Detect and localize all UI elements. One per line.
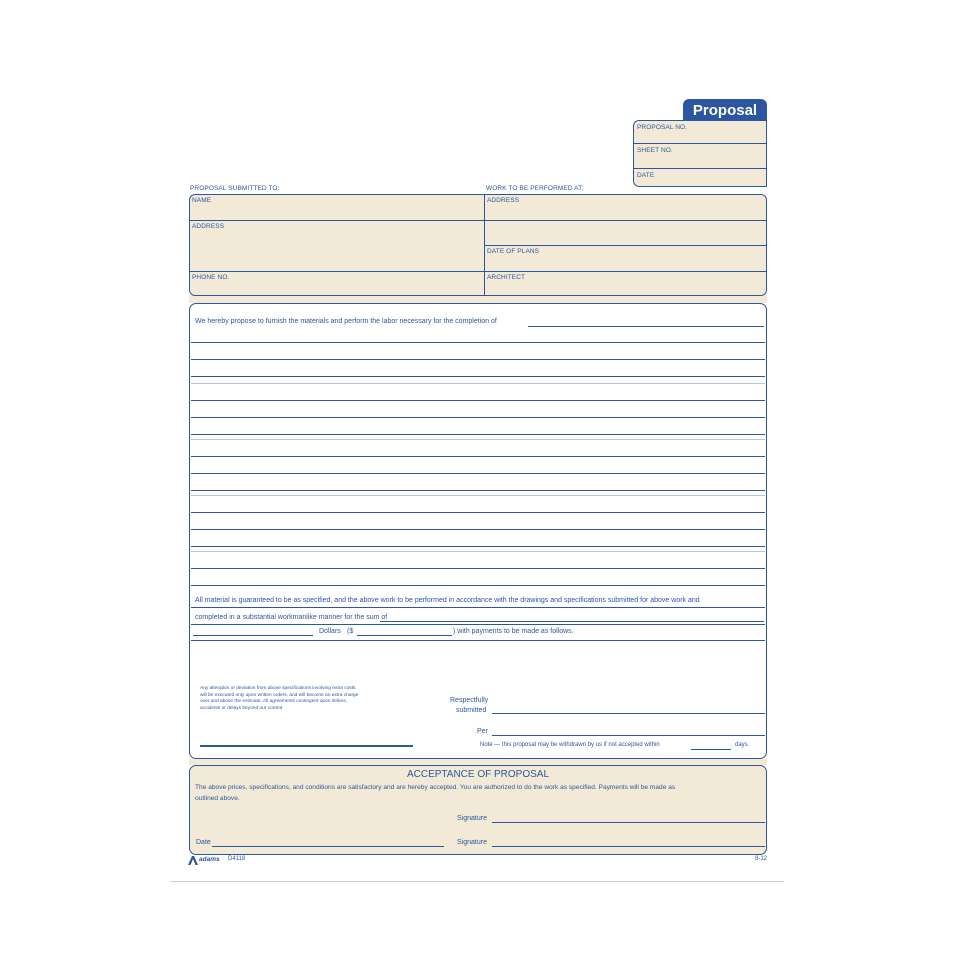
name-field[interactable] — [191, 205, 481, 218]
guarantee-line-2: completed in a substantial workmanlike manner for the sum of — [195, 614, 388, 621]
contractor-signature-field[interactable] — [200, 733, 413, 745]
adams-logo-icon — [188, 856, 198, 865]
phone-field[interactable] — [191, 281, 481, 294]
respectfully-label: Respectfully — [450, 697, 489, 704]
fine-print-2: will be executed only upon written orders, and will become an extra charge — [200, 692, 359, 698]
address-field[interactable] — [191, 232, 481, 268]
work-address-field[interactable] — [486, 205, 765, 243]
page-title: Proposal — [692, 102, 758, 119]
architect-label: ARCHITECT — [487, 274, 526, 281]
sum-field[interactable] — [380, 611, 764, 621]
work-description-area[interactable] — [191, 330, 765, 586]
signature-field-2[interactable] — [492, 834, 765, 846]
sheet-no-label: SHEET NO. — [637, 147, 673, 154]
brand-name: adams — [199, 856, 220, 863]
acceptance-text-2: outlined above. — [195, 795, 240, 802]
proposal-no-label: PROPOSAL NO. — [637, 124, 688, 131]
dollars-symbol: ($ — [347, 628, 354, 635]
sum-words-field[interactable] — [193, 625, 313, 635]
signature-label-2: Signature — [457, 839, 487, 846]
completion-of-field[interactable] — [528, 316, 764, 326]
days-field[interactable] — [691, 740, 731, 749]
per-label: Per — [477, 728, 488, 735]
proposal-no-field[interactable] — [634, 129, 765, 141]
architect-field[interactable] — [486, 281, 765, 294]
guarantee-line-1: All material is guaranteed to be as specified, and the above work to be performed in accordance with the drawings and specifications submitted for above work and — [195, 597, 700, 604]
name-label: NAME — [192, 197, 212, 204]
fine-print-3: over and above the estimate. All agreements contingent upon strikes, — [200, 699, 347, 704]
fine-print-1: Any alteration or deviation from above specifications involving extra costs — [200, 686, 356, 691]
submitted-to-heading: PROPOSAL SUBMITTED TO: — [190, 185, 280, 192]
acceptance-date-label: Date — [196, 839, 211, 846]
withdraw-note: Note — this proposal may be withdrawn by us if not accepted within — [480, 742, 660, 748]
payments-text: ) with payments to be made as follows. — [453, 628, 574, 635]
acceptance-date-field[interactable] — [212, 834, 444, 846]
work-at-heading: WORK TO BE PERFORMED AT: — [486, 185, 584, 192]
dollar-amount-field[interactable] — [357, 625, 452, 635]
date-of-plans-label: DATE OF PLANS — [487, 248, 540, 255]
work-address-label: ADDRESS — [487, 197, 520, 204]
phone-label: PHONE NO. — [192, 274, 230, 281]
date-label: DATE — [637, 172, 655, 179]
address-label: ADDRESS — [192, 223, 225, 230]
acceptance-text-1: The above prices, specifications, and conditions are satisfactory and are hereby accepted. You are authorized to do the work as specified. Payments will be made as — [195, 784, 676, 791]
bottom-divider — [170, 881, 784, 882]
proposal-date-field[interactable] — [634, 178, 765, 186]
right-code: 8-12 — [755, 856, 768, 862]
per-field[interactable] — [492, 723, 765, 735]
signature-field-1[interactable] — [492, 810, 765, 822]
acceptance-title: ACCEPTANCE OF PROPOSAL — [406, 769, 550, 780]
submitted-by-field[interactable] — [492, 701, 765, 713]
payment-terms-area[interactable] — [191, 642, 765, 682]
intro-text: We hereby propose to furnish the materials and perform the labor necessary for the completion of — [195, 318, 497, 325]
signature-label-1: Signature — [457, 815, 487, 822]
sheet-no-field[interactable] — [634, 155, 765, 167]
submitted-label: submitted — [456, 707, 487, 714]
date-of-plans-field[interactable] — [486, 256, 765, 269]
form-code: D4118 — [228, 856, 246, 862]
dollars-label: Dollars — [319, 628, 341, 635]
days-label: days. — [735, 742, 750, 748]
fine-print-4: accidents or delays beyond our control. — [200, 705, 284, 711]
